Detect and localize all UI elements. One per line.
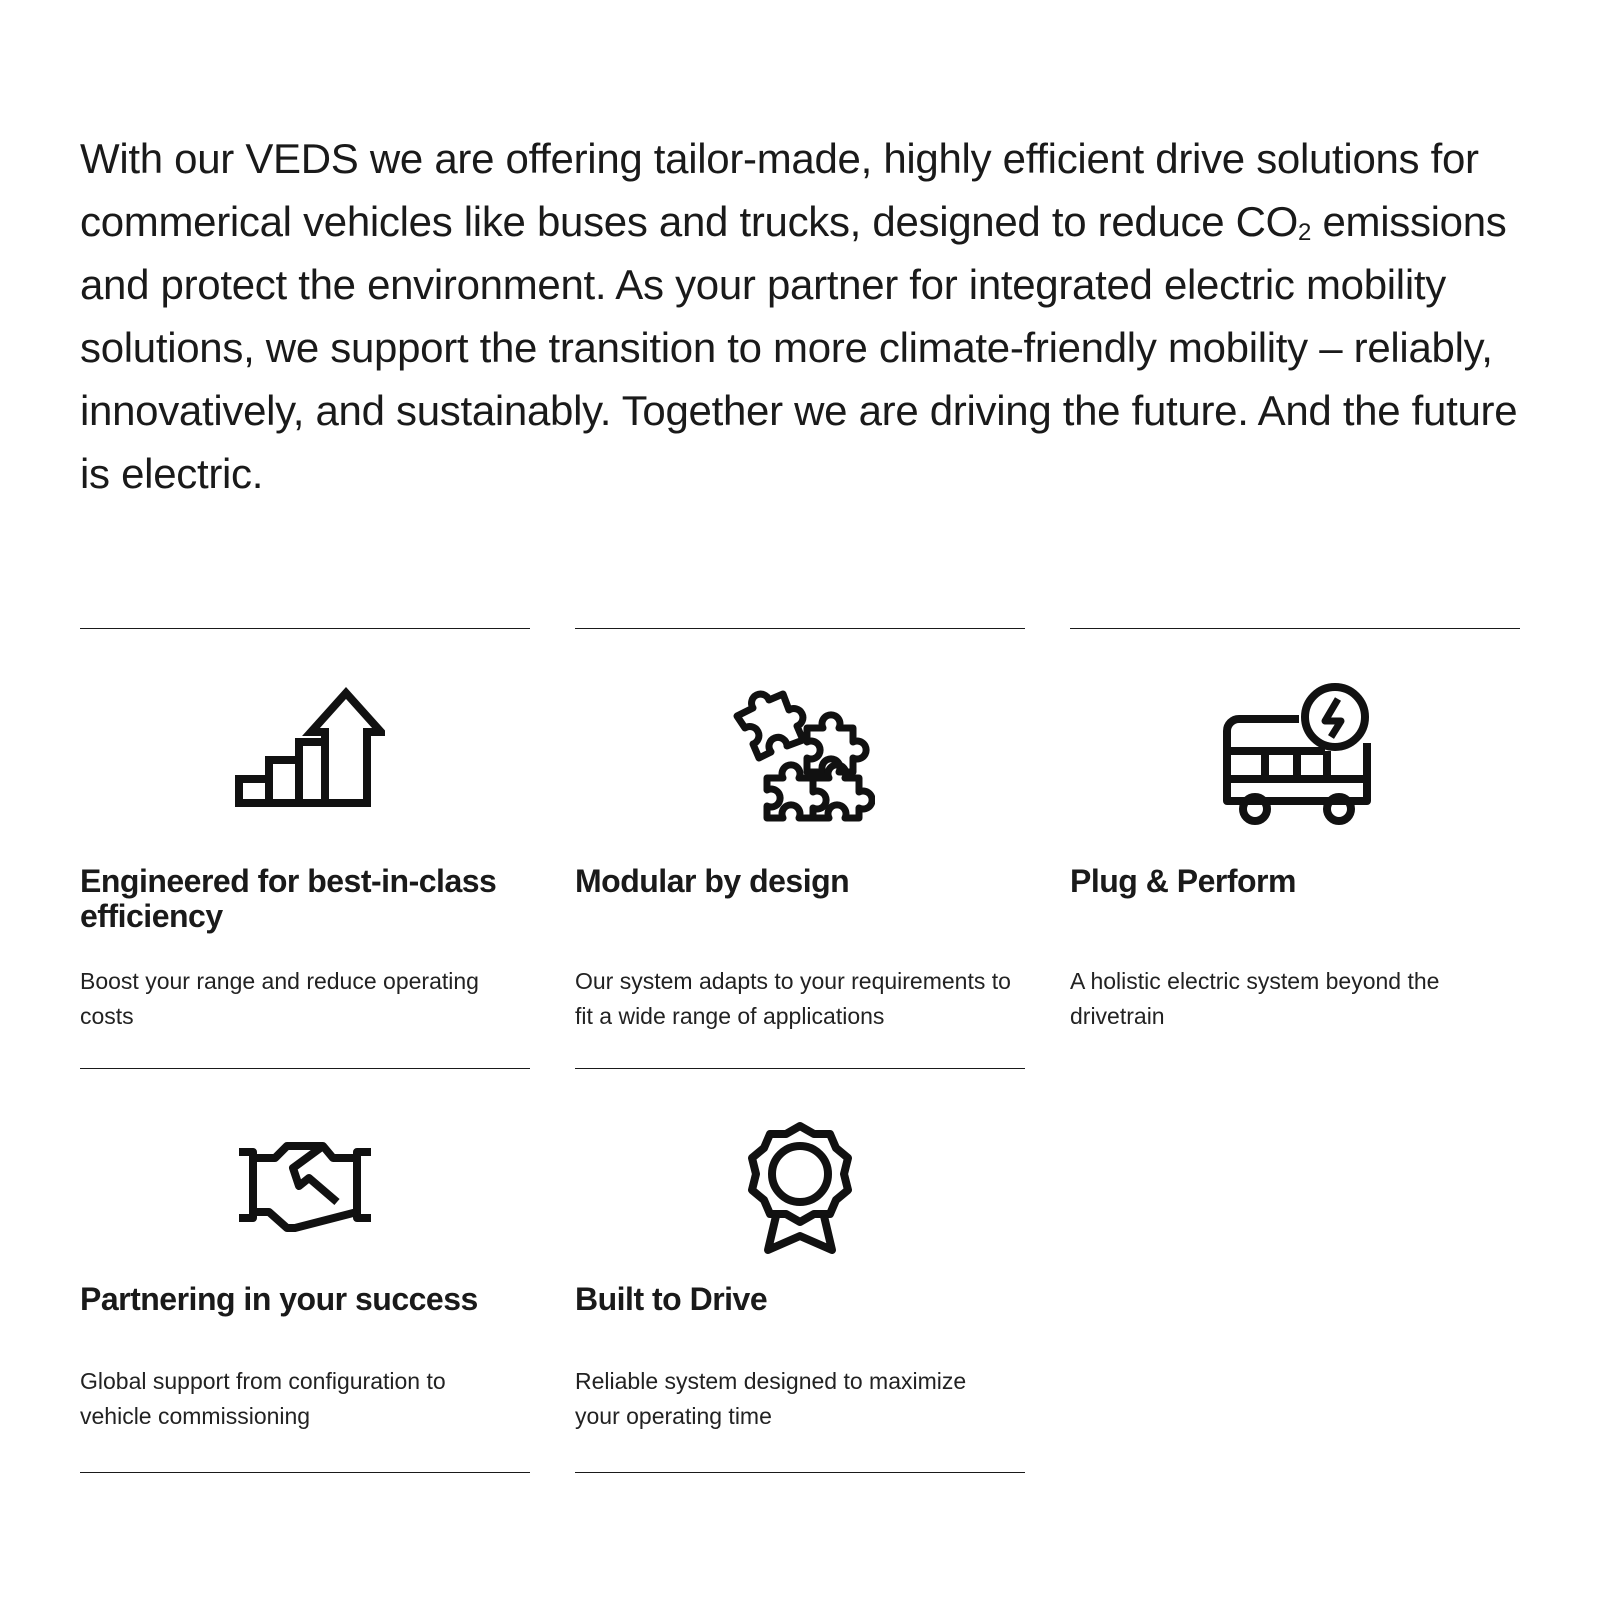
feature-card-built-to-drive (575, 1068, 1025, 1473)
feature-description: A holistic electric system beyond the drivetrain (1070, 968, 1440, 1029)
feature-title: Plug & Perform (1070, 863, 1296, 899)
puzzle-pieces-icon (575, 679, 1025, 829)
co2-subscript: 2 (1298, 219, 1312, 246)
intro-text-start: With our VEDS we are offering tailor-made, highly efficient drive solutions for commerical vehicles like buses and trucks, designed to reduce CO (80, 135, 1479, 245)
feature-description: Our system adapts to your requirements to fit a wide range of applications (575, 968, 1011, 1029)
feature-card-partnering (80, 1068, 530, 1473)
feature-title: Partnering in your success (80, 1281, 478, 1317)
award-ribbon-icon (575, 1113, 1025, 1263)
growth-chart-arrow-icon (80, 679, 530, 829)
handshake-icon (80, 1113, 530, 1263)
feature-card-efficiency (80, 628, 530, 1070)
intro-text-end: emissions and protect the environment. As your partner for integrated electric mobility solutions, we support the transition to more climate-friendly mobility – reliably, innovatively, and sustainably. Together we are driving the future. And the future is electric. (80, 198, 1518, 497)
feature-description: Boost your range and reduce operating costs (80, 968, 479, 1029)
feature-title: Built to Drive (575, 1281, 768, 1317)
intro-paragraph (80, 127, 1520, 505)
feature-card-plug-perform (1070, 628, 1520, 1070)
electric-bus-icon (1070, 679, 1520, 829)
feature-card-modular (575, 628, 1025, 1070)
feature-description: Reliable system designed to maximize your operating time (575, 1368, 967, 1429)
feature-description: Global support from configuration to vehicle commissioning (80, 1368, 446, 1429)
feature-title: Engineered for best-in-class efficiency (80, 863, 497, 934)
feature-title: Modular by design (575, 863, 850, 899)
